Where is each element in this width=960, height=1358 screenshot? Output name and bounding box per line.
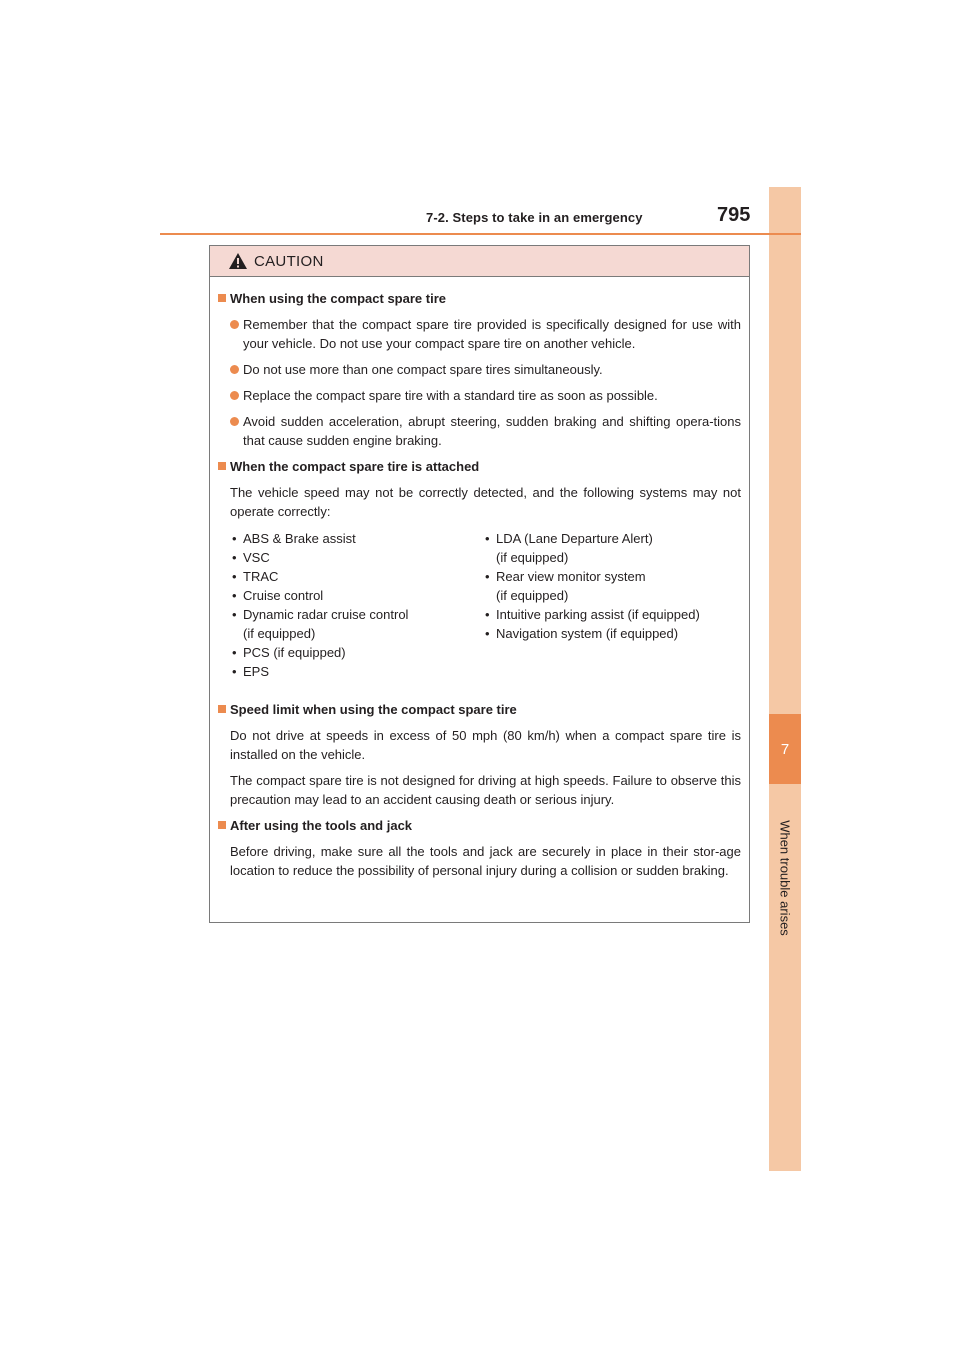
bullet-item [218, 412, 741, 450]
list-item: • EPS [232, 664, 270, 679]
section-heading-text: Speed limit when using the compact spare tire [230, 702, 517, 717]
list-item: • Dynamic radar cruise control (if equipped) [232, 607, 409, 641]
list-item: • Navigation system (if equipped) [485, 626, 679, 641]
section-heading-compact-spare [218, 289, 741, 308]
bullet-item [218, 386, 741, 405]
circle-bullet-icon [230, 365, 239, 374]
square-bullet-icon [218, 462, 226, 470]
chapter-number: 7 [780, 740, 790, 758]
bullet-item [218, 315, 741, 353]
affected-systems-list [218, 529, 741, 681]
circle-bullet-icon [230, 320, 239, 329]
circle-bullet-icon [230, 391, 239, 400]
circle-bullet-icon [230, 417, 239, 426]
section-heading-tools-jack [218, 816, 741, 835]
list-item: • Intuitive parking assist (if equipped) [485, 607, 700, 622]
section-heading-text: After using the tools and jack [230, 818, 413, 833]
paragraph: Before driving, make sure all the tools and jack are securely in place in their stor-age location to reduce the possibility of personal injury during a collision or sudden braking. [230, 844, 741, 878]
paragraph: Do not drive at speeds in excess of 50 mph (80 km/h) when a compact spare tire is installed on the vehicle. [230, 728, 741, 762]
chapter-title: When trouble arises [777, 820, 793, 936]
caution-body [210, 277, 749, 880]
square-bullet-icon [218, 294, 226, 302]
list-item: • TRAC [232, 569, 279, 584]
caution-title: CAUTION [254, 252, 324, 270]
chapter-number-box [769, 714, 801, 784]
paragraph: The vehicle speed may not be correctly detected, and the following systems may not operate correctly: [230, 485, 741, 519]
section-title: 7-2. Steps to take in an emergency [426, 210, 643, 225]
systems-column-left [230, 529, 483, 681]
header-rule [160, 233, 801, 235]
caution-box [209, 245, 750, 923]
square-bullet-icon [218, 821, 226, 829]
systems-column-right [483, 529, 736, 681]
section-heading-text: When using the compact spare tire [230, 291, 446, 306]
bullet-item [218, 360, 741, 379]
bullet-text: Remember that the compact spare tire provided is specifically designed for use with your vehicle. Do not use your compact spare tire on another vehicle. [243, 317, 741, 351]
page-number: 795 [717, 204, 751, 226]
list-item: • Rear view monitor system (if equipped) [485, 569, 646, 603]
list-item: • ABS & Brake assist [232, 531, 356, 546]
warning-triangle-icon [228, 252, 248, 270]
list-item: • Cruise control [232, 588, 324, 603]
list-item: • VSC [232, 550, 270, 565]
bullet-text: Do not use more than one compact spare tires simultaneously. [243, 362, 603, 377]
section-heading-text: When the compact spare tire is attached [230, 459, 480, 474]
caution-header [210, 246, 749, 277]
side-chapter-tab [769, 187, 801, 1171]
section-heading-speed-limit [218, 700, 741, 719]
list-item: • LDA (Lane Departure Alert) (if equipped) [485, 531, 653, 565]
bullet-text: Avoid sudden acceleration, abrupt steering, sudden braking and shifting opera-tions that cause sudden engine braking. [243, 414, 741, 448]
square-bullet-icon [218, 705, 226, 713]
section-heading-spare-attached [218, 457, 741, 476]
list-item: • PCS (if equipped) [232, 645, 346, 660]
bullet-text: Replace the compact spare tire with a standard tire as soon as possible. [243, 388, 658, 403]
paragraph: The compact spare tire is not designed for driving at high speeds. Failure to observe this precaution may lead to an accident causing death or serious injury. [230, 773, 741, 807]
